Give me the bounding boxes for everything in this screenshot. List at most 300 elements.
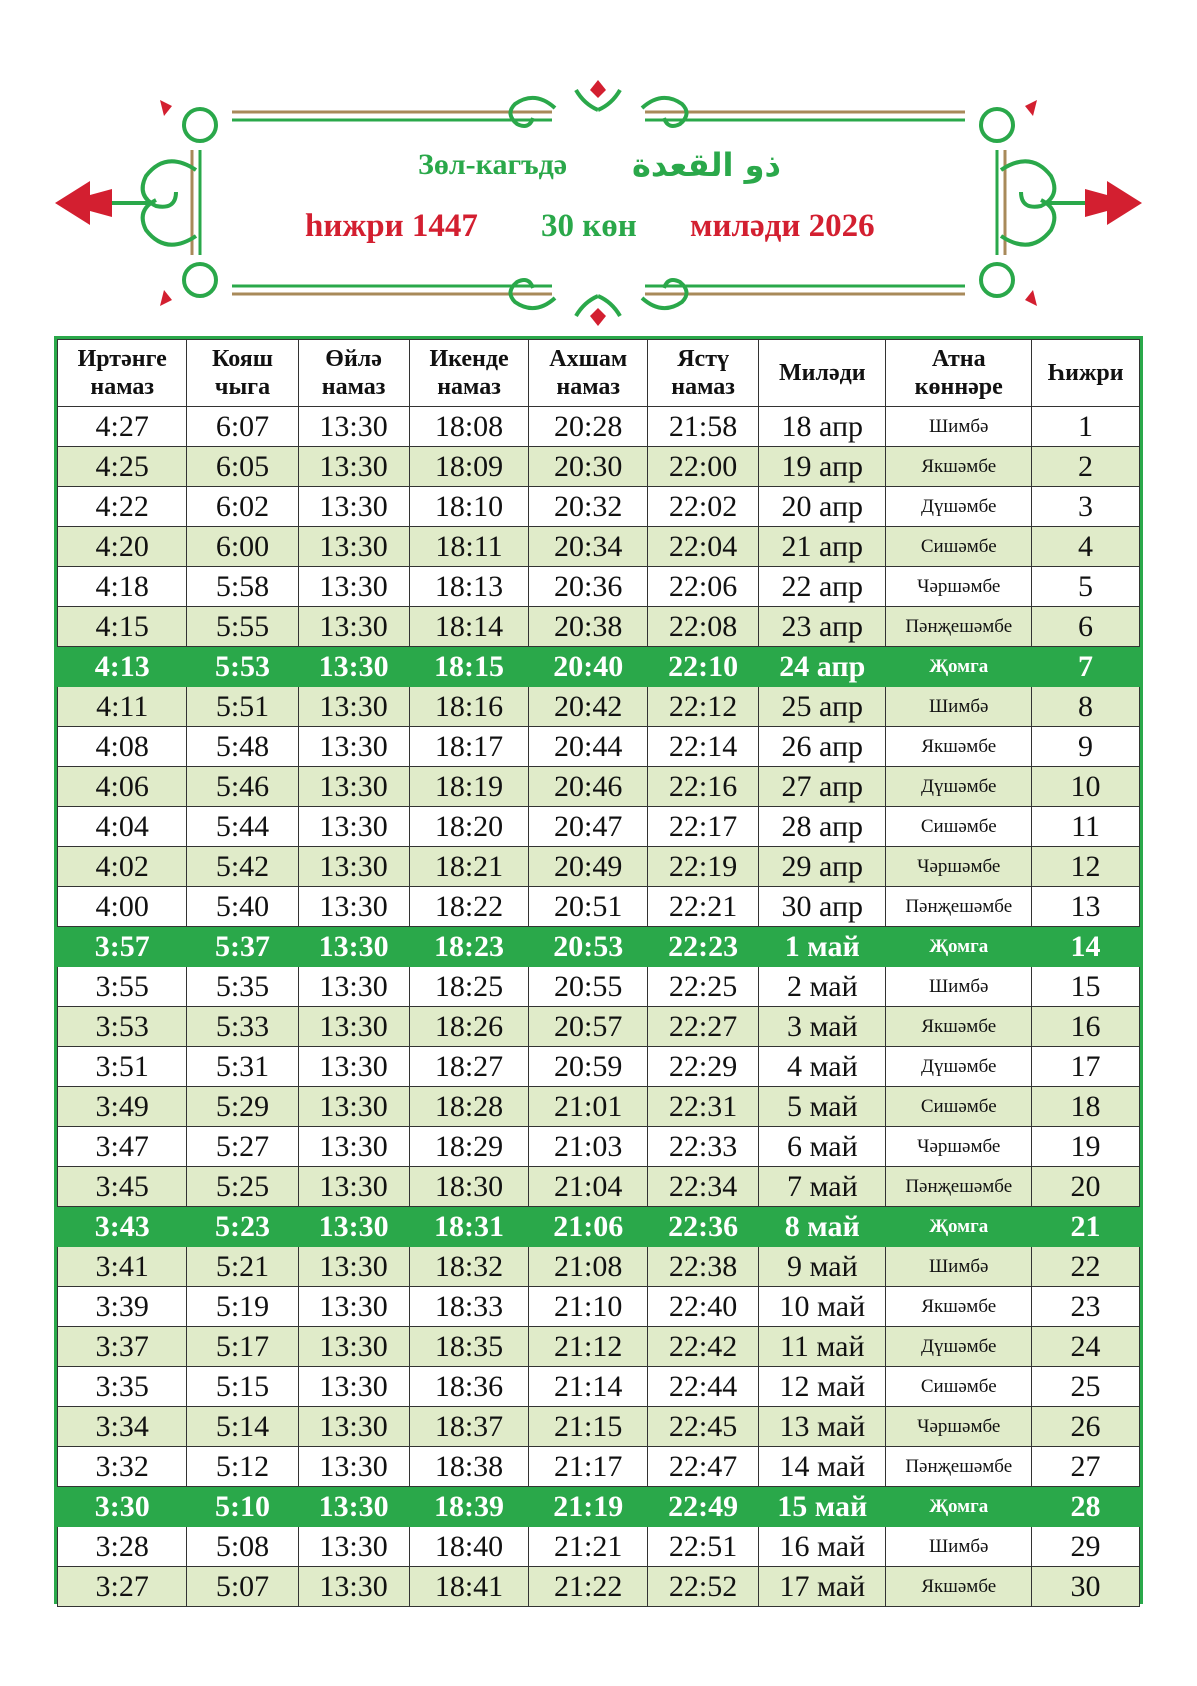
isha-time: 21:58	[648, 407, 759, 447]
hijri-day: 13	[1032, 887, 1140, 927]
dhuhr-time: 13:30	[298, 1127, 409, 1167]
fajr-time: 3:30	[58, 1487, 187, 1527]
isha-time: 22:51	[648, 1527, 759, 1567]
isha-time: 22:17	[648, 807, 759, 847]
sunrise-time: 5:42	[187, 847, 298, 887]
isha-time: 22:25	[648, 967, 759, 1007]
asr-time: 18:23	[409, 927, 529, 967]
asr-time: 18:09	[409, 447, 529, 487]
weekday: Чәршәмбе	[886, 1127, 1032, 1167]
weekday: Якшәмбе	[886, 1287, 1032, 1327]
gregorian-date: 26 апр	[759, 727, 886, 767]
isha-time: 22:40	[648, 1287, 759, 1327]
fajr-time: 3:57	[58, 927, 187, 967]
hijri-year: һижри 1447	[305, 208, 478, 244]
dhuhr-time: 13:30	[298, 1047, 409, 1087]
hijri-day: 2	[1032, 447, 1140, 487]
sunrise-time: 5:53	[187, 647, 298, 687]
gregorian-date: 3 май	[759, 1007, 886, 1047]
hijri-day: 5	[1032, 567, 1140, 607]
fajr-time: 3:41	[58, 1247, 187, 1287]
sunrise-time: 5:37	[187, 927, 298, 967]
sunrise-time: 5:08	[187, 1527, 298, 1567]
sunrise-time: 5:12	[187, 1447, 298, 1487]
gregorian-date: 30 апр	[759, 887, 886, 927]
table-row-friday	[58, 1207, 1140, 1247]
dhuhr-time: 13:30	[298, 1567, 409, 1607]
asr-time: 18:38	[409, 1447, 529, 1487]
gregorian-date: 24 апр	[759, 647, 886, 687]
table-row	[58, 1287, 1140, 1327]
asr-time: 18:22	[409, 887, 529, 927]
table-row	[58, 1127, 1140, 1167]
col-header-isha: Ястү намаз	[648, 340, 759, 407]
gregorian-date: 17 май	[759, 1567, 886, 1607]
dhuhr-time: 13:30	[298, 967, 409, 1007]
sunrise-time: 5:40	[187, 887, 298, 927]
dhuhr-time: 13:30	[298, 1527, 409, 1567]
weekday: Дүшәмбе	[886, 767, 1032, 807]
fajr-time: 3:43	[58, 1207, 187, 1247]
weekday: Шимбә	[886, 407, 1032, 447]
asr-time: 18:40	[409, 1527, 529, 1567]
dhuhr-time: 13:30	[298, 1087, 409, 1127]
fajr-time: 3:51	[58, 1047, 187, 1087]
hijri-day: 12	[1032, 847, 1140, 887]
isha-time: 22:49	[648, 1487, 759, 1527]
fajr-time: 3:28	[58, 1527, 187, 1567]
maghrib-time: 21:17	[529, 1447, 648, 1487]
hijri-day: 24	[1032, 1327, 1140, 1367]
fajr-time: 3:39	[58, 1287, 187, 1327]
fajr-time: 4:13	[58, 647, 187, 687]
hijri-day: 15	[1032, 967, 1140, 1007]
col-header-dhuhr: Өйлә намаз	[298, 340, 409, 407]
isha-time: 22:42	[648, 1327, 759, 1367]
maghrib-time: 21:15	[529, 1407, 648, 1447]
sunrise-time: 5:31	[187, 1047, 298, 1087]
sunrise-time: 5:46	[187, 767, 298, 807]
maghrib-time: 20:51	[529, 887, 648, 927]
gregorian-date: 7 май	[759, 1167, 886, 1207]
fajr-time: 4:00	[58, 887, 187, 927]
dhuhr-time: 13:30	[298, 607, 409, 647]
isha-time: 22:16	[648, 767, 759, 807]
weekday: Якшәмбе	[886, 1007, 1032, 1047]
asr-time: 18:30	[409, 1167, 529, 1207]
gregorian-date: 23 апр	[759, 607, 886, 647]
table-row	[58, 847, 1140, 887]
asr-time: 18:14	[409, 607, 529, 647]
isha-time: 22:33	[648, 1127, 759, 1167]
weekday: Дүшәмбе	[886, 1327, 1032, 1367]
asr-time: 18:31	[409, 1207, 529, 1247]
maghrib-time: 21:14	[529, 1367, 648, 1407]
hijri-day: 30	[1032, 1567, 1140, 1607]
maghrib-time: 20:53	[529, 927, 648, 967]
isha-time: 22:44	[648, 1367, 759, 1407]
asr-time: 18:25	[409, 967, 529, 1007]
weekday: Чәршәмбе	[886, 1407, 1032, 1447]
weekday: Пәнҗешәмбе	[886, 607, 1032, 647]
table-row	[58, 1047, 1140, 1087]
isha-time: 22:19	[648, 847, 759, 887]
weekday: Пәнҗешәмбе	[886, 1167, 1032, 1207]
dhuhr-time: 13:30	[298, 767, 409, 807]
table-row	[58, 607, 1140, 647]
fajr-time: 3:32	[58, 1447, 187, 1487]
asr-time: 18:17	[409, 727, 529, 767]
fajr-time: 4:18	[58, 567, 187, 607]
sunrise-time: 5:35	[187, 967, 298, 1007]
maghrib-time: 20:34	[529, 527, 648, 567]
weekday: Җомга	[886, 647, 1032, 687]
maghrib-time: 21:19	[529, 1487, 648, 1527]
hijri-day: 27	[1032, 1447, 1140, 1487]
gregorian-date: 22 апр	[759, 567, 886, 607]
gregorian-date: 1 май	[759, 927, 886, 967]
days-count: 30 көн	[541, 208, 637, 244]
asr-time: 18:41	[409, 1567, 529, 1607]
fajr-time: 4:02	[58, 847, 187, 887]
ornamental-header-frame	[0, 0, 1197, 340]
table-row	[58, 1447, 1140, 1487]
sunrise-time: 5:27	[187, 1127, 298, 1167]
dhuhr-time: 13:30	[298, 1207, 409, 1247]
table-row	[58, 1007, 1140, 1047]
weekday: Якшәмбе	[886, 1567, 1032, 1607]
isha-time: 22:47	[648, 1447, 759, 1487]
sunrise-time: 5:29	[187, 1087, 298, 1127]
hijri-day: 16	[1032, 1007, 1140, 1047]
table-row	[58, 1527, 1140, 1567]
hijri-day: 23	[1032, 1287, 1140, 1327]
asr-time: 18:11	[409, 527, 529, 567]
weekday: Якшәмбе	[886, 447, 1032, 487]
col-header-weekday: Атна көннәре	[886, 340, 1032, 407]
isha-time: 22:29	[648, 1047, 759, 1087]
dhuhr-time: 13:30	[298, 1327, 409, 1367]
hijri-day: 26	[1032, 1407, 1140, 1447]
gregorian-date: 21 апр	[759, 527, 886, 567]
asr-time: 18:39	[409, 1487, 529, 1527]
table-row	[58, 1247, 1140, 1287]
asr-time: 18:35	[409, 1327, 529, 1367]
maghrib-time: 21:22	[529, 1567, 648, 1607]
dhuhr-time: 13:30	[298, 887, 409, 927]
maghrib-time: 21:21	[529, 1527, 648, 1567]
table-row	[58, 1367, 1140, 1407]
fajr-time: 4:20	[58, 527, 187, 567]
table-row	[58, 767, 1140, 807]
asr-time: 18:36	[409, 1367, 529, 1407]
asr-time: 18:16	[409, 687, 529, 727]
gregorian-date: 2 май	[759, 967, 886, 1007]
gregorian-date: 5 май	[759, 1087, 886, 1127]
fajr-time: 4:22	[58, 487, 187, 527]
sunrise-time: 5:15	[187, 1367, 298, 1407]
weekday: Шимбә	[886, 967, 1032, 1007]
gregorian-date: 27 апр	[759, 767, 886, 807]
maghrib-time: 21:12	[529, 1327, 648, 1367]
weekday: Сишәмбе	[886, 807, 1032, 847]
weekday: Шимбә	[886, 687, 1032, 727]
maghrib-time: 21:06	[529, 1207, 648, 1247]
isha-time: 22:31	[648, 1087, 759, 1127]
hijri-day: 3	[1032, 487, 1140, 527]
weekday: Сишәмбе	[886, 527, 1032, 567]
sunrise-time: 6:02	[187, 487, 298, 527]
isha-time: 22:23	[648, 927, 759, 967]
maghrib-time: 20:28	[529, 407, 648, 447]
month-name-arabic: ذو القعدة	[632, 146, 781, 184]
hijri-day: 6	[1032, 607, 1140, 647]
sunrise-time: 6:00	[187, 527, 298, 567]
maghrib-time: 20:32	[529, 487, 648, 527]
table-row	[58, 407, 1140, 447]
fajr-time: 4:27	[58, 407, 187, 447]
col-header-fajr: Иртәнге намаз	[58, 340, 187, 407]
maghrib-time: 20:40	[529, 647, 648, 687]
weekday: Чәршәмбе	[886, 847, 1032, 887]
table-row	[58, 1407, 1140, 1447]
fajr-time: 4:08	[58, 727, 187, 767]
isha-time: 22:45	[648, 1407, 759, 1447]
fajr-time: 3:34	[58, 1407, 187, 1447]
table-row	[58, 887, 1140, 927]
dhuhr-time: 13:30	[298, 847, 409, 887]
table-row	[58, 567, 1140, 607]
asr-time: 18:33	[409, 1287, 529, 1327]
gregorian-date: 15 май	[759, 1487, 886, 1527]
maghrib-time: 20:36	[529, 567, 648, 607]
fajr-time: 4:06	[58, 767, 187, 807]
table-row	[58, 1567, 1140, 1607]
fajr-time: 3:55	[58, 967, 187, 1007]
gregorian-year: миләди 2026	[690, 208, 875, 244]
weekday: Җомга	[886, 1487, 1032, 1527]
maghrib-time: 21:03	[529, 1127, 648, 1167]
gregorian-date: 12 май	[759, 1367, 886, 1407]
weekday: Пәнҗешәмбе	[886, 1447, 1032, 1487]
sunrise-time: 5:07	[187, 1567, 298, 1607]
gregorian-date: 18 апр	[759, 407, 886, 447]
maghrib-time: 21:08	[529, 1247, 648, 1287]
isha-time: 22:27	[648, 1007, 759, 1047]
maghrib-time: 20:57	[529, 1007, 648, 1047]
isha-time: 22:08	[648, 607, 759, 647]
hijri-day: 9	[1032, 727, 1140, 767]
sunrise-time: 5:17	[187, 1327, 298, 1367]
maghrib-time: 20:55	[529, 967, 648, 1007]
col-header-asr: Икенде намаз	[409, 340, 529, 407]
table-row	[58, 1087, 1140, 1127]
hijri-day: 11	[1032, 807, 1140, 847]
gregorian-date: 11 май	[759, 1327, 886, 1367]
table-row	[58, 527, 1140, 567]
hijri-day: 10	[1032, 767, 1140, 807]
dhuhr-time: 13:30	[298, 1367, 409, 1407]
isha-time: 22:10	[648, 647, 759, 687]
weekday: Шимбә	[886, 1247, 1032, 1287]
asr-time: 18:26	[409, 1007, 529, 1047]
table-row-friday	[58, 1487, 1140, 1527]
hijri-day: 28	[1032, 1487, 1140, 1527]
table-row	[58, 1327, 1140, 1367]
table-row	[58, 1167, 1140, 1207]
gregorian-date: 28 апр	[759, 807, 886, 847]
asr-time: 18:29	[409, 1127, 529, 1167]
fajr-time: 4:25	[58, 447, 187, 487]
dhuhr-time: 13:30	[298, 1447, 409, 1487]
timetable	[57, 339, 1140, 1607]
fajr-time: 3:53	[58, 1007, 187, 1047]
col-header-maghrib: Ахшам намаз	[529, 340, 648, 407]
fajr-time: 4:04	[58, 807, 187, 847]
sunrise-time: 6:05	[187, 447, 298, 487]
table-row	[58, 967, 1140, 1007]
gregorian-date: 13 май	[759, 1407, 886, 1447]
sunrise-time: 5:48	[187, 727, 298, 767]
sunrise-time: 6:07	[187, 407, 298, 447]
gregorian-date: 6 май	[759, 1127, 886, 1167]
gregorian-date: 16 май	[759, 1527, 886, 1567]
isha-time: 22:02	[648, 487, 759, 527]
hijri-day: 25	[1032, 1367, 1140, 1407]
weekday: Җомга	[886, 1207, 1032, 1247]
weekday: Сишәмбе	[886, 1087, 1032, 1127]
weekday: Шимбә	[886, 1527, 1032, 1567]
hijri-day: 17	[1032, 1047, 1140, 1087]
maghrib-time: 21:04	[529, 1167, 648, 1207]
gregorian-date: 8 май	[759, 1207, 886, 1247]
fajr-time: 3:45	[58, 1167, 187, 1207]
weekday: Сишәмбе	[886, 1367, 1032, 1407]
prayer-timetable	[54, 336, 1143, 1604]
table-row-friday	[58, 927, 1140, 967]
dhuhr-time: 13:30	[298, 447, 409, 487]
fajr-time: 4:11	[58, 687, 187, 727]
col-header-gregorian: Миләди	[759, 340, 886, 407]
gregorian-date: 10 май	[759, 1287, 886, 1327]
dhuhr-time: 13:30	[298, 1287, 409, 1327]
dhuhr-time: 13:30	[298, 1167, 409, 1207]
hijri-day: 29	[1032, 1527, 1140, 1567]
sunrise-time: 5:23	[187, 1207, 298, 1247]
table-row	[58, 687, 1140, 727]
gregorian-date: 9 май	[759, 1247, 886, 1287]
hijri-day: 19	[1032, 1127, 1140, 1167]
isha-time: 22:06	[648, 567, 759, 607]
weekday: Пәнҗешәмбе	[886, 887, 1032, 927]
header-row	[58, 340, 1140, 407]
fajr-time: 3:49	[58, 1087, 187, 1127]
table-row	[58, 807, 1140, 847]
dhuhr-time: 13:30	[298, 487, 409, 527]
asr-time: 18:32	[409, 1247, 529, 1287]
dhuhr-time: 13:30	[298, 407, 409, 447]
hijri-day: 20	[1032, 1167, 1140, 1207]
weekday: Җомга	[886, 927, 1032, 967]
table-row-friday	[58, 647, 1140, 687]
col-header-sunrise: Кояш чыга	[187, 340, 298, 407]
col-header-hijri: Һижри	[1032, 340, 1140, 407]
sunrise-time: 5:25	[187, 1167, 298, 1207]
isha-time: 22:52	[648, 1567, 759, 1607]
gregorian-date: 4 май	[759, 1047, 886, 1087]
table-row	[58, 487, 1140, 527]
sunrise-time: 5:21	[187, 1247, 298, 1287]
asr-time: 18:20	[409, 807, 529, 847]
maghrib-time: 20:59	[529, 1047, 648, 1087]
maghrib-time: 21:01	[529, 1087, 648, 1127]
maghrib-time: 20:46	[529, 767, 648, 807]
dhuhr-time: 13:30	[298, 687, 409, 727]
maghrib-time: 20:42	[529, 687, 648, 727]
asr-time: 18:13	[409, 567, 529, 607]
maghrib-time: 20:49	[529, 847, 648, 887]
sunrise-time: 5:51	[187, 687, 298, 727]
dhuhr-time: 13:30	[298, 1007, 409, 1047]
hijri-day: 4	[1032, 527, 1140, 567]
weekday: Якшәмбе	[886, 727, 1032, 767]
maghrib-time: 20:38	[529, 607, 648, 647]
weekday: Чәршәмбе	[886, 567, 1032, 607]
weekday: Дүшәмбе	[886, 487, 1032, 527]
sunrise-time: 5:55	[187, 607, 298, 647]
asr-time: 18:28	[409, 1087, 529, 1127]
asr-time: 18:19	[409, 767, 529, 807]
hijri-day: 18	[1032, 1087, 1140, 1127]
dhuhr-time: 13:30	[298, 1247, 409, 1287]
isha-time: 22:34	[648, 1167, 759, 1207]
table-row	[58, 447, 1140, 487]
isha-time: 22:04	[648, 527, 759, 567]
gregorian-date: 20 апр	[759, 487, 886, 527]
weekday: Дүшәмбе	[886, 1047, 1032, 1087]
fajr-time: 3:37	[58, 1327, 187, 1367]
gregorian-date: 14 май	[759, 1447, 886, 1487]
month-name: Зөл-кагъдә	[418, 148, 568, 181]
dhuhr-time: 13:30	[298, 927, 409, 967]
sunrise-time: 5:33	[187, 1007, 298, 1047]
maghrib-time: 21:10	[529, 1287, 648, 1327]
gregorian-date: 25 апр	[759, 687, 886, 727]
sunrise-time: 5:14	[187, 1407, 298, 1447]
hijri-day: 14	[1032, 927, 1140, 967]
dhuhr-time: 13:30	[298, 807, 409, 847]
sunrise-time: 5:19	[187, 1287, 298, 1327]
isha-time: 22:14	[648, 727, 759, 767]
sunrise-time: 5:58	[187, 567, 298, 607]
dhuhr-time: 13:30	[298, 567, 409, 607]
fajr-time: 3:35	[58, 1367, 187, 1407]
isha-time: 22:38	[648, 1247, 759, 1287]
maghrib-time: 20:44	[529, 727, 648, 767]
hijri-day: 21	[1032, 1207, 1140, 1247]
hijri-day: 7	[1032, 647, 1140, 687]
maghrib-time: 20:30	[529, 447, 648, 487]
asr-time: 18:27	[409, 1047, 529, 1087]
fajr-time: 3:27	[58, 1567, 187, 1607]
gregorian-date: 19 апр	[759, 447, 886, 487]
isha-time: 22:00	[648, 447, 759, 487]
asr-time: 18:21	[409, 847, 529, 887]
sunrise-time: 5:44	[187, 807, 298, 847]
dhuhr-time: 13:30	[298, 1407, 409, 1447]
hijri-day: 8	[1032, 687, 1140, 727]
sunrise-time: 5:10	[187, 1487, 298, 1527]
